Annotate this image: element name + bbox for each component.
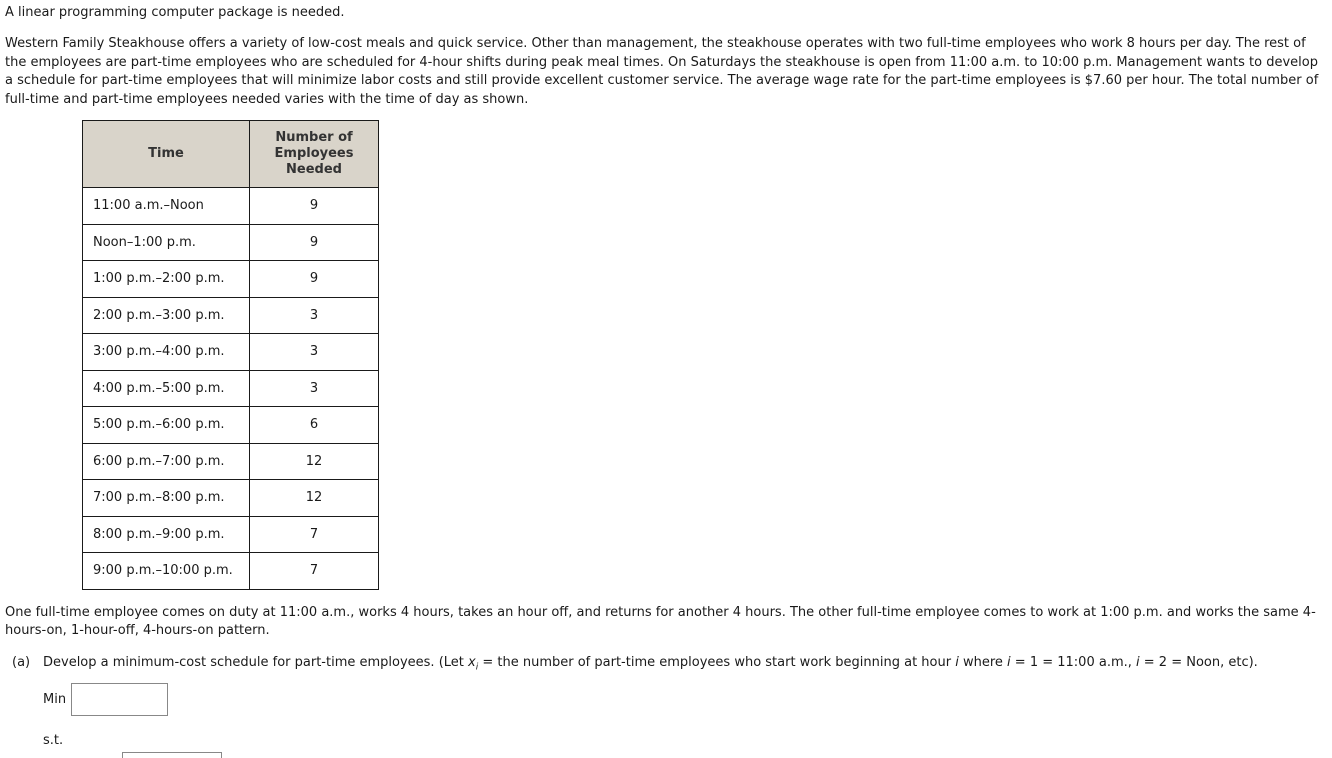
employees-needed-cell: 3 (250, 334, 379, 371)
time-cell: 7:00 p.m.–8:00 p.m. (83, 480, 250, 517)
table-row (83, 516, 379, 553)
table-row (83, 553, 379, 590)
time-cell: 8:00 p.m.–9:00 p.m. (83, 516, 250, 553)
part-a-text-4: = 1 = 11:00 a.m., (1010, 655, 1137, 670)
employees-needed-cell: 7 (250, 516, 379, 553)
part-a-text-1: Develop a minimum-cost schedule for part-time employees. (Let (43, 655, 469, 670)
employees-needed-cell: 3 (250, 370, 379, 407)
table-row (83, 261, 379, 298)
var-i-1: i (955, 655, 959, 670)
time-cell: 2:00 p.m.–3:00 p.m. (83, 297, 250, 334)
employees-needed-cell: 9 (250, 224, 379, 261)
employees-needed-header (250, 121, 379, 188)
employees-needed-header-text: Number of Employees Needed (274, 130, 354, 177)
problem-statement: Western Family Steakhouse offers a variety of low-cost meals and quick service. Other than management, the steakhouse operates with two full-time employees who work 8 hours per day. The rest of the employees are part-time employees who are scheduled for 4-hour shifts during peak meal times. On Saturdays the steakhouse is open from 11:00 a.m. to 10:00 p.m. Management wants to develop a schedule for part-time employees that will minimize labor costs and still provide excellent customer service. The average wage rate for the part-time employees is $7.60 per hour. The total number of full-time and part-time employees needed varies with the time of day as shown. (5, 36, 1319, 107)
table-row (83, 188, 379, 225)
table-row (83, 480, 379, 517)
var-i-3: i (1136, 655, 1140, 670)
employee-table-container (82, 120, 379, 590)
st-label: s.t. (43, 733, 64, 748)
time-cell: 6:00 p.m.–7:00 p.m. (83, 443, 250, 480)
table-header-row (83, 121, 379, 188)
time-cell: 5:00 p.m.–6:00 p.m. (83, 407, 250, 444)
time-cell: 11:00 a.m.–Noon (83, 188, 250, 225)
time-cell: 1:00 p.m.–2:00 p.m. (83, 261, 250, 298)
var-x: x (468, 655, 476, 670)
time-cell: 3:00 p.m.–4:00 p.m. (83, 334, 250, 371)
var-i-2: i (1007, 655, 1011, 670)
table-row (83, 297, 379, 334)
part-a-text-2: = the number of part-time employees who start work beginning at hour (478, 655, 956, 670)
table-row (83, 334, 379, 371)
table-body (83, 188, 379, 590)
full-time-description: One full-time employee comes on duty at 11:00 a.m., works 4 hours, takes an hour off, and returns for another 4 hours. The other full-time employee comes to work at 1:00 p.m. and works the same 4-hours-on, 1-hour-off, 4-hours-on pattern. (5, 605, 1316, 638)
employees-needed-cell: 6 (250, 407, 379, 444)
part-a-text-5: = 2 = Noon, etc). (1139, 655, 1258, 670)
table-row (83, 370, 379, 407)
time-cell: 9:00 p.m.–10:00 p.m. (83, 553, 250, 590)
employees-needed-cell: 12 (250, 480, 379, 517)
time-cell: Noon–1:00 p.m. (83, 224, 250, 261)
part-a-label: (a) (12, 655, 31, 670)
employees-needed-cell: 9 (250, 261, 379, 298)
employees-needed-cell: 7 (250, 553, 379, 590)
table-row (83, 443, 379, 480)
employee-needs-table (82, 120, 379, 590)
intro-text: A linear programming computer package is needed. (5, 5, 345, 20)
var-x-subscript: i (475, 662, 479, 673)
table-row (83, 407, 379, 444)
min-row (43, 683, 168, 716)
time-cell: 4:00 p.m.–5:00 p.m. (83, 370, 250, 407)
min-label: Min (43, 692, 67, 707)
part-a-question (12, 654, 1258, 677)
table-row (83, 224, 379, 261)
min-objective-input[interactable] (71, 683, 168, 716)
employees-needed-cell: 9 (250, 188, 379, 225)
employees-needed-cell: 3 (250, 297, 379, 334)
employees-needed-cell: 12 (250, 443, 379, 480)
part-a-text-3: where (958, 655, 1008, 670)
constraint-input-1[interactable] (122, 752, 222, 758)
time-header: Time (83, 121, 250, 188)
